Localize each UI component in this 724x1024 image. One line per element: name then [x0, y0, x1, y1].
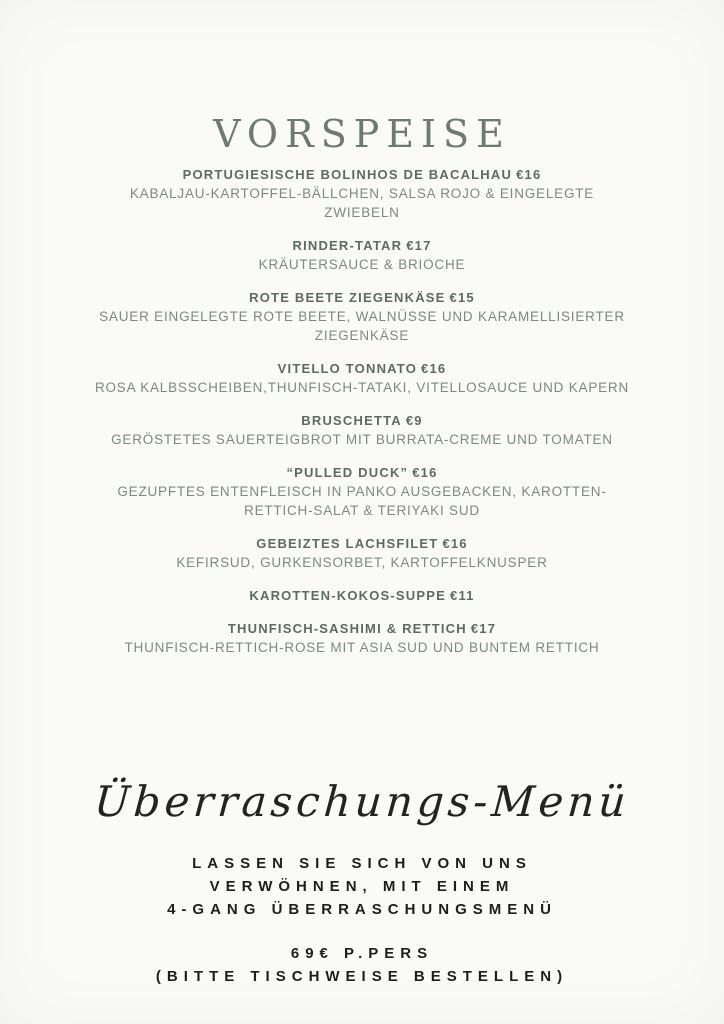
dish-name-line	[92, 620, 632, 638]
surprise-menu-text	[0, 852, 724, 921]
dish-description: KABALJAU-KARTOFFEL-BÄLLCHEN, SALSA ROJO & EINGELEGTE ZWIEBELN	[129, 186, 595, 220]
menu-item-lachsfilet	[92, 535, 632, 572]
dish-description: GERÖSTETES SAUERTEIGBROT MIT BURRATA-CREME UND TOMATEN	[111, 432, 613, 447]
dish-price: €15	[449, 290, 475, 305]
dish-name-line	[92, 412, 632, 430]
dish-name: VITELLO TONNATO	[277, 361, 418, 376]
menu-item-karotten-suppe	[92, 587, 632, 605]
surprise-line-2: VERWÖHNEN, MIT EINEM	[209, 878, 515, 895]
dish-name: THUNFISCH-SASHIMI & RETTICH	[227, 621, 467, 636]
surprise-menu-section	[0, 777, 724, 988]
surprise-price: 69€ P.PERS	[290, 945, 434, 962]
surprise-line-3: 4-GANG ÜBERRASCHUNGSMENÜ	[167, 901, 557, 918]
dish-description: KRÄUTERSAUCE & BRIOCHE	[258, 257, 466, 272]
dish-name: RINDER-TATAR	[292, 238, 403, 253]
dish-price: €9	[405, 413, 423, 428]
dish-name: PORTUGIESISCHE BOLINHOS DE BACALHAU	[182, 167, 513, 182]
surprise-line-1: LASSEN SIE SICH VON UNS	[192, 855, 532, 872]
menu-item-rote-beete	[92, 289, 632, 345]
dish-name: ROTE BEETE ZIEGENKÄSE	[249, 290, 446, 305]
dish-name: BRUSCHETTA	[301, 413, 402, 428]
page-title: VORSPEISE	[213, 112, 511, 156]
dish-description: KEFIRSUD, GURKENSORBET, KARTOFFELKNUSPER	[176, 555, 548, 570]
dish-name: “PULLED DUCK”	[286, 465, 409, 480]
surprise-menu-script-title: Überraschungs-Menü	[92, 777, 632, 826]
dish-description: ROSA KALBSSCHEIBEN,THUNFISCH-TATAKI, VITELLOSAUCE UND KAPERN	[94, 380, 630, 395]
dish-price: €11	[450, 588, 475, 603]
menu-item-bolinhos	[92, 166, 632, 222]
dish-price: €16	[516, 167, 542, 182]
surprise-menu-pricing	[0, 942, 724, 988]
menu-item-pulled-duck	[92, 464, 632, 520]
dish-name-line	[92, 587, 632, 605]
dish-name: GEBEIZTES LACHSFILET	[256, 536, 439, 551]
dish-description: SAUER EINGELEGTE ROTE BEETE, WALNÜSSE UND KARAMELLISIERTER ZIEGENKÄSE	[99, 309, 625, 343]
dish-name-line	[92, 289, 632, 307]
dish-price: €16	[442, 536, 468, 551]
dish-price: €16	[412, 465, 438, 480]
menu-item-rinder-tatar	[92, 237, 632, 274]
dish-name-line	[92, 237, 632, 255]
dish-name-line	[92, 360, 632, 378]
starter-menu-list	[92, 166, 632, 657]
dish-description: GEZUPFTES ENTENFLEISCH IN PANKO AUSGEBACKEN, KAROTTEN-RETTICH-SALAT & TERIYAKI SUD	[117, 484, 607, 518]
dish-description: THUNFISCH-RETTICH-ROSE MIT ASIA SUD UND BUNTEM RETTICH	[124, 640, 600, 655]
dish-name-line	[92, 535, 632, 553]
dish-name: KAROTTEN-KOKOS-SUPPE	[249, 588, 447, 603]
dish-price: €16	[421, 361, 447, 376]
dish-name-line	[92, 166, 632, 184]
menu-item-bruschetta	[92, 412, 632, 449]
dish-price: €17	[470, 621, 497, 636]
surprise-note: (BITTE TISCHWEISE BESTELLEN)	[155, 968, 569, 985]
menu-item-thunfisch-sashimi	[92, 620, 632, 657]
dish-name-line	[92, 464, 632, 482]
menu-item-vitello-tonnato	[92, 360, 632, 397]
dish-price: €17	[406, 238, 432, 253]
